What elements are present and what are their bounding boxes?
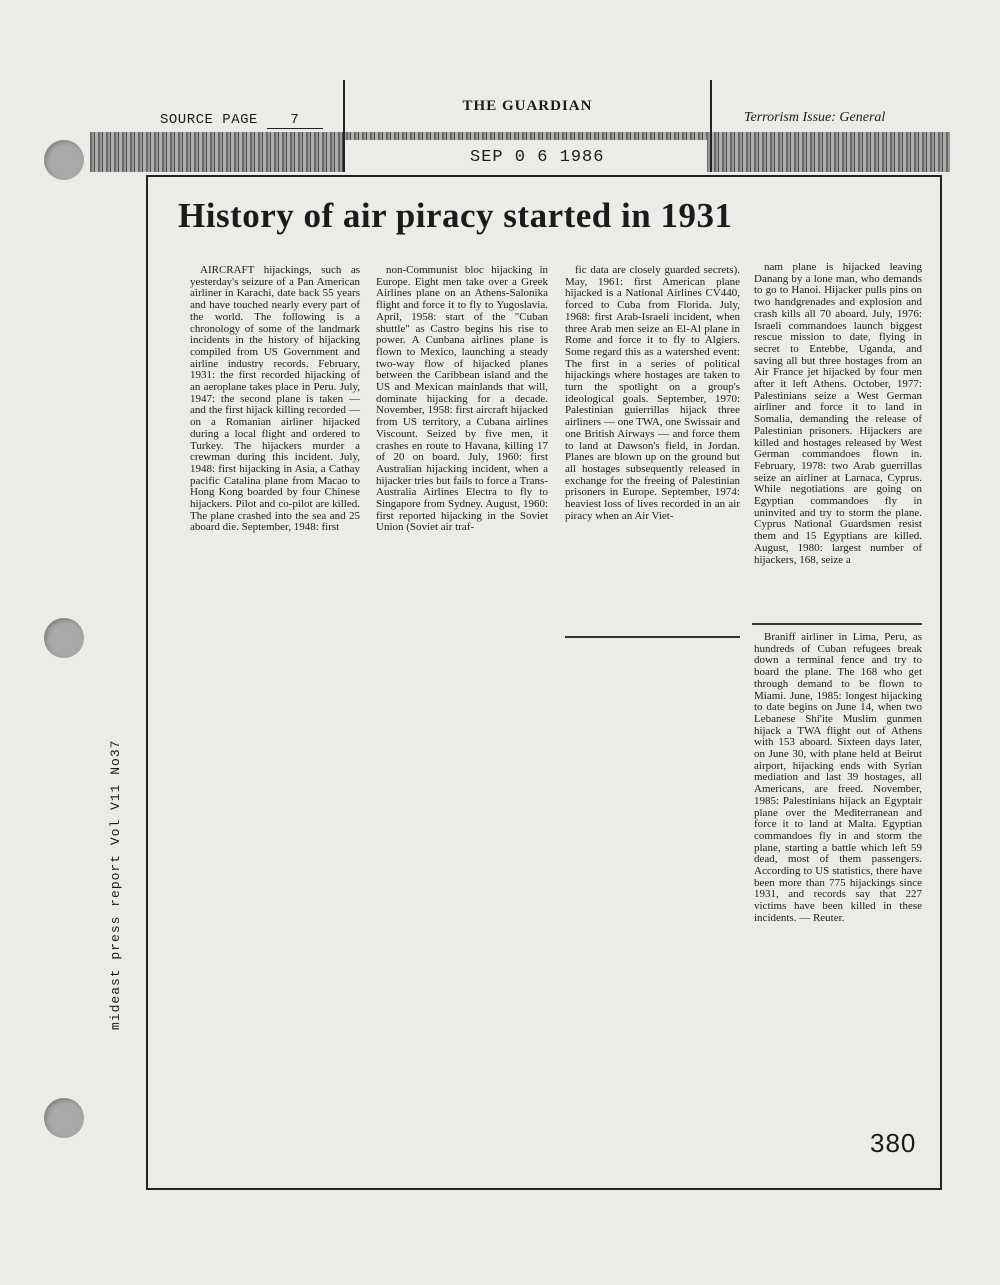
- page-number: 380: [870, 1128, 917, 1158]
- topic-label: Terrorism Issue: General: [744, 110, 886, 125]
- column-4-text: nam plane is hijacked leaving Danang by a lone man, who demands to go to Hanoi. Hijacker pulls pins on two handgrenades and explosion and crash kills all 70 aboard. July, 1976: Israeli commandoes launch biggest rescue mission to date, flying in secret to Entebbe, Uganda, and saving all but three hostages from an Air France jet hijacked by four men after it left Athens. October, 1977: Palestinians seize a West German airliner and force it to land in Somalia, demanding the release of Palestinian prisoners. Hijackers are killed and hostages released by West German commandoes flown in. February, 1978: two Arab guerrillas seize an airliner at Larnaca, Cyprus. While negotiations are going on Egyptian commandoes fly in uninvited and try to storm the plane. Cyprus National Guardsmen resist them and 15 Egyptians are killed. August, 1980: largest number of hijackers, 168, seize a: [754, 261, 922, 566]
- newspaper-name: THE GUARDIAN: [462, 98, 593, 114]
- column-rule: [565, 636, 740, 638]
- article-column-3: [565, 265, 740, 522]
- column-5-text: Braniff airliner in Lima, Peru, as hundreds of Cuban refugees break down a terminal fence and try to board the plane. The 168 who get through demand to be flown to Miami. June, 1985: longest hijacking to date begins on June 14, when two Lebanese Shi'ite Muslim gunmen hijack a TWA flight out of Athens with 153 aboard. Sixteen days later, on June 30, with plane held at Beirut airport, hijacking ends with Syrian mediation and last 39 hostages, all Americans, are freed. November, 1985: Palestinians hijack an Egyptair plane over the Mediterranean and force it to land at Malta. Egyptian commandoes fly in and storm the plane, starting a battle which left 59 dead, most of them passengers. According to US statistics, there have been more than 775 hijackings since 1931, and records say that 227 victims have been killed in these incidents. — Reuter.: [754, 631, 922, 924]
- punch-hole-middle: [44, 618, 84, 658]
- source-page-label: SOURCE PAGE: [160, 112, 258, 128]
- article-column-2: [376, 265, 548, 534]
- article-column-4: [754, 262, 922, 566]
- article-column-5: [754, 632, 922, 925]
- sidebar-label: mideast press report Vol V11 No37: [108, 739, 123, 1030]
- date-stamp: SEP 0 6 1986: [470, 148, 605, 167]
- source-page: [160, 112, 323, 129]
- punch-hole-bottom: [44, 1098, 84, 1138]
- column-3-text: fic data are closely guarded secrets). May, 1961: first American plane hijacked is a National Airlines CV440, forced to Cuba from Florida. July, 1968: first Arab-Israeli incident, when three Arab men seize an El-Al plane in Rome and force it to fly to Algiers. Some regard this as a watershed event: The first in a series of political hijackings where hostages are taken to turn the spotlight on a group's ideological goals. September, 1970: Palestinian guierrillas hijack three airliners — one TWA, one Swissair and one British Airways — and force them to land at Dawson's field, in Jordan. Planes are blown up on the ground but all hostages subsequently released in exchange for the freeing of Palestinian prisoners in Europe. September, 1974: heaviest loss of lives recorded in an air piracy when an Air Viet-: [565, 264, 740, 522]
- column-1-text: AIRCRAFT hijackings, such as yesterday's seizure of a Pan American airliner in Karachi, date back 55 years and have touched nearly every part of the world. The following is a chronology of some of the landmark incidents in the history of hijacking compiled from US Government and airline industry records. February, 1931: the first recorded hijacking of an aeroplane takes place in Peru. July, 1947: the second plane is taken — and the first hijack killing recorded — on a Romanian airliner hijacked during a local flight and ordered to Turkey. The hijackers murder a crewman during this incident. July, 1948: first hijacking in Asia, a Cathay pacific Catalina plane from Macao to Hong Kong boarded by four Chinese hijackers. Pilot and co-pilot are killed. The plane crashed into the sea and 25 aboard die. September, 1948: first: [190, 264, 360, 534]
- article-column-1: [190, 265, 360, 534]
- column-rule-right: [752, 623, 922, 625]
- source-page-number: 7: [267, 112, 323, 129]
- punch-hole-top: [44, 140, 84, 180]
- column-2-text: non-Communist bloc hijacking in Europe. Eight men take over a Greek Airlines plane on an Athens-Salonika flight and force it to fly to Yugoslavia. April, 1958: start of the "Cuban shuttle" as Castro begins his rise to power. A Cunbana airlines plane is flown to Mexico, launching a steady two-way flow of hijacked planes between the Caribbean island and the US and Mexican mainlands that will, dominate hijacking for a decade. November, 1958: first aircraft hijacked from US territory, a Cubana airlines Viscount. Seized by five men, it crashes en route to Havana, killing 17 of 20 on board. July, 1960: first Australian hijacking incident, when a hijacker tries but fails to force a Trans-Australia Airlines Electra to fly to Singapore from Sydney. August, 1960: first reported hijacking in the Soviet Union (Soviet air traf-: [376, 264, 548, 534]
- headline: History of air piracy started in 1931: [178, 196, 733, 235]
